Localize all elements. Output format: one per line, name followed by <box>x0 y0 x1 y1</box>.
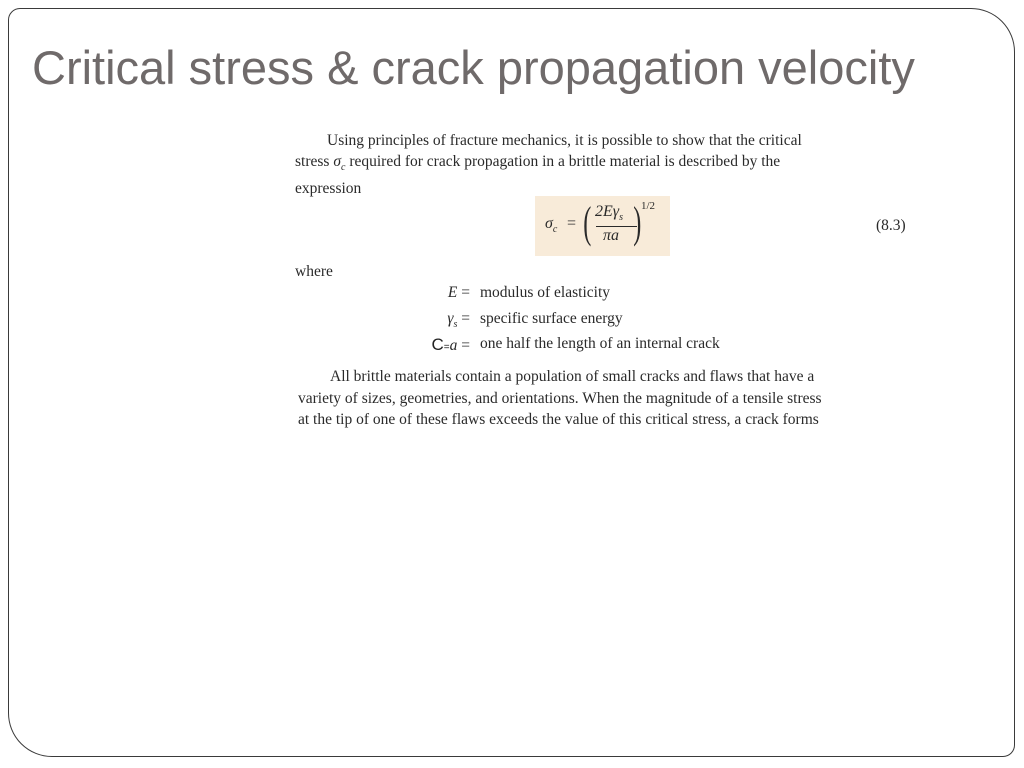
equation-denominator: πa <box>603 227 620 244</box>
definition-text: one half the length of an internal crack <box>480 335 720 352</box>
definition-text: modulus of elasticity <box>480 284 611 301</box>
equation-exponent: 1/2 <box>641 200 656 212</box>
equation-number: (8.3) <box>876 217 906 234</box>
definition-row-e <box>0 284 1024 306</box>
slide-title: Critical stress & crack propagation velocity <box>32 41 915 94</box>
c-annotation: C <box>431 335 444 354</box>
intro-line-2a: stress <box>295 153 334 170</box>
where-label: where <box>295 263 333 280</box>
closing-paragraph <box>298 366 915 431</box>
equation-highlight <box>535 196 670 256</box>
c-annotation-equals: = <box>443 342 450 353</box>
closing-line-2: variety of sizes, geometries, and orientations. When the magnitude of a tensile stress <box>298 389 822 407</box>
sigma-subscript: c <box>340 162 346 174</box>
intro-line-3: expression <box>295 180 362 198</box>
definition-text: specific surface energy <box>480 310 623 327</box>
equation-lhs: $\sigma_c$ <box>545 215 558 236</box>
definition-row-gamma <box>0 310 1024 332</box>
definition-symbol: C=a = <box>431 335 470 354</box>
intro-paragraph <box>295 130 910 199</box>
definition-symbol: E = <box>447 284 470 301</box>
closing-line-3: at the tip of one of these flaws exceeds the value of this critical stress, a crack forms <box>298 411 819 428</box>
definition-row-a <box>0 335 1024 357</box>
closing-line-1: All brittle materials contain a population of small cracks and flaws that have a <box>330 368 815 385</box>
equation-equals: = <box>567 215 577 232</box>
equation-numerator: $2E\gamma_s$ <box>595 203 623 224</box>
definition-symbol: $\gamma_s$ = <box>447 310 470 331</box>
equation-paren-close: ) <box>633 198 642 247</box>
intro-line-2b: required for crack propagation in a brittle material is described by the <box>345 153 781 170</box>
equation-paren-open: ( <box>583 198 592 247</box>
intro-line-1: Using principles of fracture mechanics, it is possible to show that the critical <box>327 132 802 149</box>
sigma-symbol: σ <box>333 153 341 170</box>
